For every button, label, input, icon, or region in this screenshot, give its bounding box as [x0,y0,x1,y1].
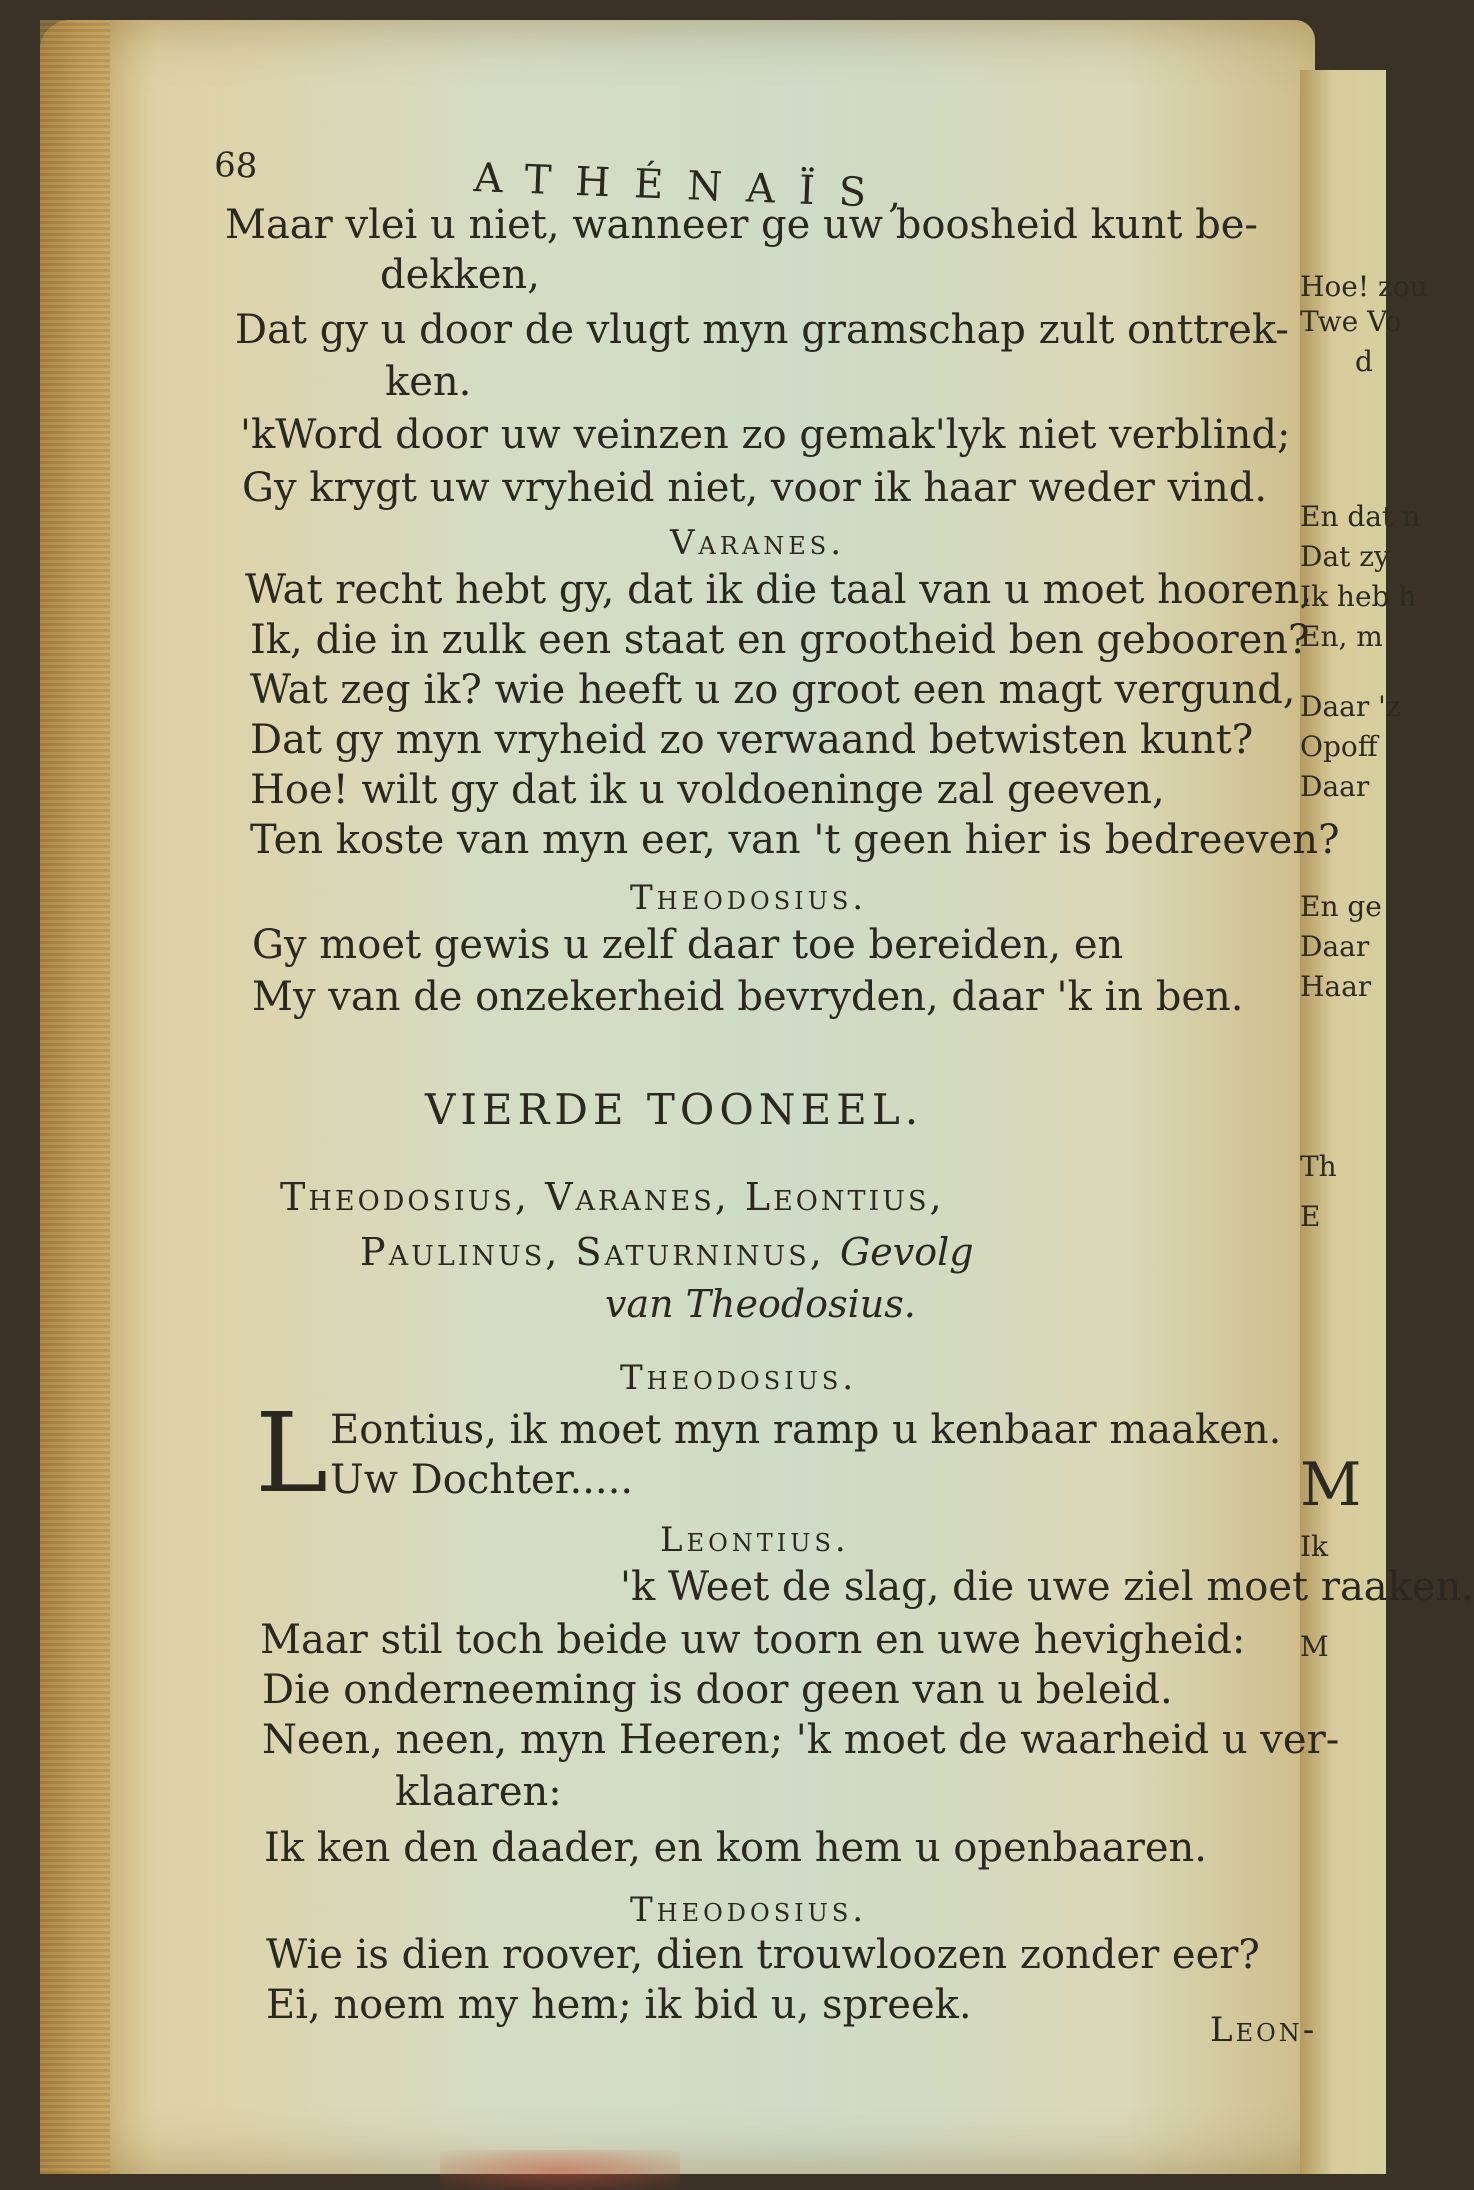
facing-fragment: Twe Vo [1300,305,1402,338]
facing-fragment: E [1300,1200,1321,1233]
verse-line: Neen, neen, myn Heeren; 'k moet de waarheid u ver- [262,1717,1340,1763]
verse-line: 'k Weet de slag, die uwe ziel moet raaken. [620,1564,1474,1610]
verse-line: Eontius, ik moet myn ramp u kenbaar maaken. [330,1407,1282,1453]
verse-line: Hoe! wilt gy dat ik u voldoeninge zal geeven, [250,767,1165,813]
verse-line: Ei, noem my hem; ik bid u, spreek. [266,1982,972,2028]
facing-fragment: M [1300,1450,1362,1520]
facing-fragment: En ge [1300,890,1382,923]
verse-line: Dat gy u door de vlugt myn gramschap zult onttrek- [235,307,1289,353]
page-number: 68 [213,145,259,187]
speaker-name: Theodosius. [620,1358,858,1398]
speaker-name: Leontius. [660,1520,850,1560]
verse-line: Ten koste van myn eer, van 't geen hier is bedreeven? [250,817,1340,863]
cast-names: Paulinus, Saturninus, [360,1230,825,1274]
verse-line: ken. [385,359,472,405]
verse-line: klaaren: [395,1769,562,1815]
speaker-name: Theodosius. [630,1890,868,1930]
facing-fragment: Daar [1300,770,1370,803]
cast-italic: van Theodosius. [605,1282,916,1326]
facing-fragment: Ik [1300,1530,1329,1563]
verse-line: Dat gy myn vryheid zo verwaand betwisten kunt? [250,717,1254,763]
verse-line: Wat zeg ik? wie heeft u zo groot een magt vergund, [250,667,1296,713]
facing-fragment: Daar 'z [1300,690,1401,723]
facing-fragment: Daar [1300,930,1370,963]
verse-line: Die onderneeming is door geen van u beleid. [262,1667,1173,1713]
facing-fragment: Th [1300,1150,1337,1183]
verse-line: Gy krygt uw vryheid niet, voor ik haar weder vind. [242,465,1268,511]
cast-list [605,1282,916,1326]
facing-fragment: Hoe! zou [1300,270,1428,303]
cast-list [360,1230,974,1274]
facing-fragment: M [1300,1630,1329,1663]
cast-list: Theodosius, Varanes, Leontius, [280,1175,945,1219]
facing-fragment: En dat n [1300,500,1421,533]
running-title: ATHÉNAÏS, [473,154,927,219]
scene-title: VIERDE TOONEEL. [425,1085,924,1134]
facing-fragment: En, m [1300,620,1383,653]
finger-shadow [440,2150,680,2190]
verse-line: Ik ken den daader, en kom hem u openbaaren. [264,1825,1207,1871]
catchword: Leon- [1210,2010,1318,2050]
verse-line: Ik, die in zulk een staat en grootheid ben gebooren? [250,617,1310,663]
verse-line: Wat recht hebt gy, dat ik die taal van u moet hooren, [245,567,1313,613]
facing-fragment: Haar [1300,970,1372,1003]
page-edge [40,20,110,2174]
facing-page-edge [1300,70,1428,2174]
speaker-name: Theodosius. [630,878,868,918]
facing-fragment: Ik heb h [1300,580,1417,613]
verse-line: Maar stil toch beide uw toorn en uwe hevigheid: [260,1617,1246,1663]
cast-italic: Gevolg [839,1230,974,1274]
verse-line: Uw Dochter..... [330,1457,634,1503]
facing-fragment: Dat zy [1300,540,1390,573]
verse-line: dekken, [380,252,540,298]
verse-line: My van de onzekerheid bevryden, daar 'k in ben. [252,974,1244,1020]
facing-fragment: d [1355,345,1373,378]
verse-line: 'kWord door uw veinzen zo gemak'lyk niet verblind; [240,412,1291,458]
drop-capital: L [255,1389,329,1517]
verse-line: Gy moet gewis u zelf daar toe bereiden, en [252,922,1124,968]
verse-line: Maar vlei u niet, wanneer ge uw boosheid kunt be- [225,202,1258,248]
speaker-name: Varanes. [670,523,846,563]
facing-fragment: Opoff [1300,730,1378,763]
verse-line: Wie is dien roover, dien trouwloozen zonder eer? [266,1932,1260,1978]
